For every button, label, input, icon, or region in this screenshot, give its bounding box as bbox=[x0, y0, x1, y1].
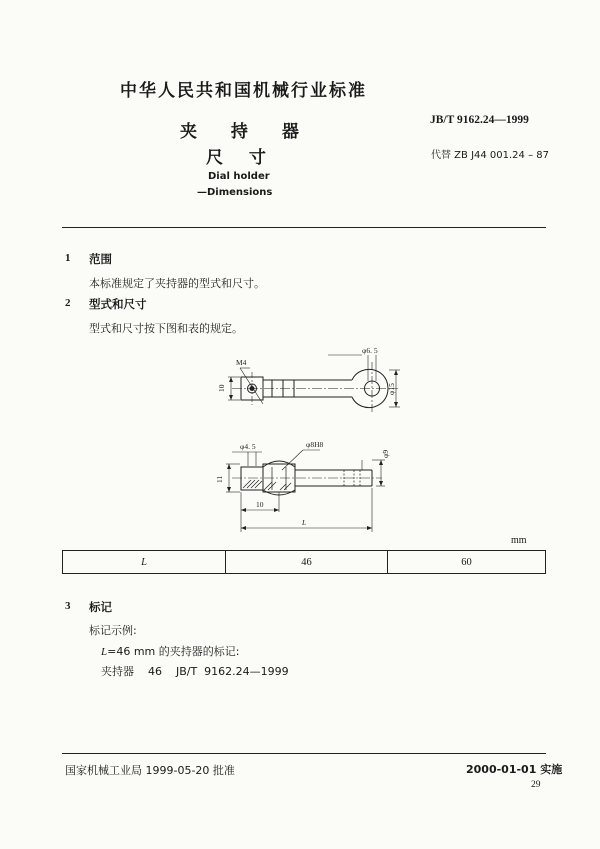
english-subtitle: —Dimensions bbox=[197, 187, 273, 198]
drawing-label-10-horizontal: 10 bbox=[256, 500, 264, 509]
marking-example-label: 标记示例: bbox=[89, 624, 137, 637]
section-1-text: 本标准规定了夹持器的型式和尺寸。 bbox=[89, 277, 265, 290]
drawing-label-phi9: φ9 bbox=[381, 449, 390, 458]
standard-title: 中华人民共和国机械行业标准 bbox=[120, 81, 367, 101]
marking-condition-text: =46 mm 的夹持器的标记: bbox=[107, 645, 240, 658]
section-3-title: 标记 bbox=[89, 600, 112, 614]
issuer-approval: 国家机械工业局 1999-05-20 批准 bbox=[65, 764, 235, 777]
replaces-note: 代替 ZB J44 001.24 – 87 bbox=[431, 150, 549, 161]
drawing-label-phi4-5: φ4. 5 bbox=[240, 442, 256, 451]
section-3-number: 3 bbox=[65, 600, 71, 612]
section-1-number: 1 bbox=[65, 252, 71, 264]
english-title: Dial holder bbox=[208, 171, 270, 182]
table-row-label: L bbox=[63, 551, 226, 574]
table-row bbox=[63, 551, 546, 574]
drawing-label-phi15: φ15 bbox=[387, 383, 396, 395]
drawing-label-phi6-5: φ6. 5 bbox=[362, 346, 378, 355]
section-2-title: 型式和尺寸 bbox=[89, 297, 147, 311]
drawing-label-m4: M4 bbox=[236, 358, 247, 367]
drawing-label-11: 11 bbox=[215, 475, 224, 483]
section-1-title: 范围 bbox=[89, 252, 112, 266]
table-cell: 60 bbox=[388, 551, 546, 574]
page-number: 29 bbox=[531, 780, 541, 790]
marking-condition bbox=[101, 643, 239, 659]
marking-example: 夹持器 46 JB/T 9162.24—1999 bbox=[101, 665, 289, 678]
footer-rule bbox=[62, 753, 546, 754]
section-2-text: 型式和尺寸按下图和表的规定。 bbox=[89, 322, 243, 335]
section-2-number: 2 bbox=[65, 297, 71, 309]
marking-condition-variable: L bbox=[101, 646, 108, 658]
drawing-label-10-vertical: 10 bbox=[217, 384, 226, 392]
implementation-date: 2000-01-01 实施 bbox=[466, 763, 563, 776]
drawing-label-phi8h8: φ8H8 bbox=[306, 440, 324, 449]
document-subtitle: 尺 寸 bbox=[206, 148, 276, 168]
table-cell: 46 bbox=[226, 551, 388, 574]
dimension-table bbox=[62, 550, 546, 574]
table-unit: mm bbox=[511, 535, 527, 546]
document-title: 夹 持 器 bbox=[180, 122, 313, 142]
standard-code: JB/T 9162.24—1999 bbox=[430, 114, 529, 126]
drawing-label-L: L bbox=[302, 518, 307, 527]
